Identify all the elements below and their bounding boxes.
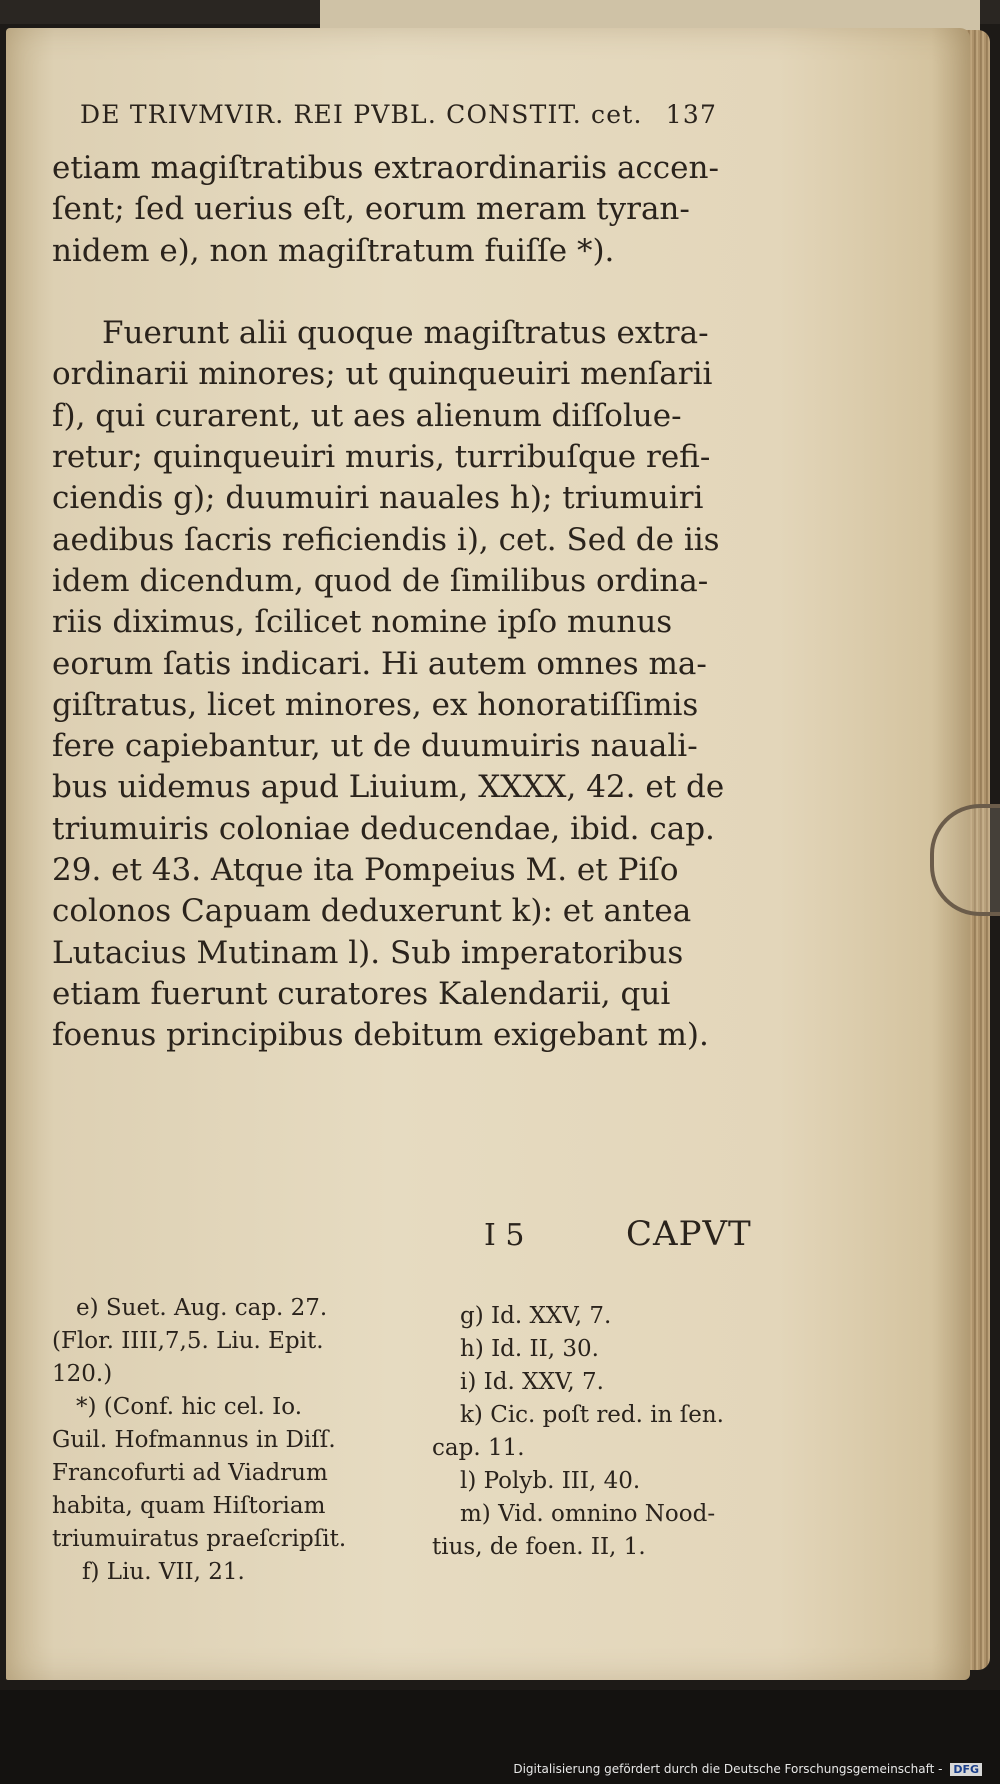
credit-text: Digitalisierung gefördert durch die Deutsche Forschungsgemeinschaft - (513, 1762, 943, 1776)
body-line: giſtratus, licet minores, ex honoratiſſimis (52, 686, 699, 723)
body-line: fere capiebantur, ut de duumuiris nauali- (52, 728, 698, 765)
body-line: Fuerunt alii quoque magiſtratus extra- (102, 315, 709, 352)
body-line: Lutacius Mutinam l). Sub imperatoribus (52, 934, 684, 971)
show-through-margin-text (834, 548, 944, 716)
body-line: colonos Capuam deduxerunt k): et antea (52, 893, 692, 930)
main-body-text (52, 148, 782, 1057)
body-line: ciendis g); duumuiri nauales h); triumuiri (52, 480, 704, 517)
footnote-line: Guil. Hofmannus in Diſſ. (52, 1427, 336, 1453)
footnote-line: m) Vid. omnino Nood- (460, 1501, 716, 1527)
footnote-line: (Flor. IIII,7,5. Liu. Epit. (52, 1328, 324, 1354)
body-line: 29. et 43. Atque ita Pompeius M. et Piſo (52, 852, 679, 889)
body-line: bus uidemus apud Liuium, XXXX, 42. et de (52, 769, 725, 806)
body-line: aedibus ſacris reficiendis i), cet. Sed de iis (52, 521, 720, 558)
footnote-line: Francofurti ad Viadrum (52, 1460, 328, 1486)
footnote-line: 120.) (52, 1361, 113, 1387)
dfg-logo: DFG (950, 1763, 982, 1776)
body-line: foenus principibus debitum exigebant m). (52, 1017, 709, 1054)
body-line: nidem e), non magiſtratum fuiſſe *). (52, 232, 615, 269)
body-line: f), qui curarent, ut aes alienum diſſolue- (52, 397, 682, 434)
footnote-line: f) Liu. VII, 21. (82, 1559, 245, 1585)
footnote-line: tius, de foen. II, 1. (432, 1534, 646, 1560)
footnote-line: h) Id. II, 30. (460, 1336, 599, 1362)
catchword: CAPVT (626, 1214, 752, 1254)
footnote-line: triumuiratus praeſcripſit. (52, 1526, 347, 1552)
footnote-line: habita, quam Hiſtoriam (52, 1493, 326, 1519)
footnote-line: l) Polyb. III, 40. (460, 1468, 641, 1494)
footnote-line: k) Cic. poſt red. in ſen. (460, 1402, 724, 1428)
page-number: 137 (665, 100, 718, 129)
body-line: etiam magiſtratibus extraordinariis accen- (52, 150, 719, 186)
body-line: etiam fuerunt curatores Kalendarii, qui (52, 975, 671, 1012)
digitization-credit (513, 1762, 982, 1776)
body-line: eorum ſatis indicari. Hi autem omnes ma- (52, 645, 707, 682)
body-line: ſent; ſed uerius eſt, eorum meram tyran- (52, 191, 690, 228)
body-line: retur; quinqueuiri muris, turribuſque refi- (52, 439, 711, 476)
paragraph-gap (52, 272, 782, 313)
body-line: riis diximus, ſcilicet nomine ipſo munus (52, 604, 673, 641)
signature-mark: I 5 (484, 1218, 525, 1253)
footnote-line: g) Id. XXV, 7. (460, 1303, 612, 1329)
body-line: ordinarii minores; ut quinqueuiri menſarii (52, 356, 713, 393)
running-header (80, 100, 780, 129)
footnotes-left-column (52, 1292, 402, 1589)
footnote-line: *) (Conf. hic cel. Io. (76, 1394, 303, 1420)
scan-background-bottom (0, 1690, 1000, 1784)
footnotes-right-column (432, 1300, 792, 1564)
running-title: DE TRIVMVIR. REI PVBL. CONSTIT. cet. (80, 100, 643, 129)
body-line: triumuiris coloniae deducendae, ibid. cap. (52, 810, 715, 847)
footnote-line: i) Id. XXV, 7. (460, 1369, 604, 1395)
footnote-line: e) Suet. Aug. cap. 27. (76, 1295, 328, 1321)
footnote-line: cap. 11. (432, 1435, 525, 1461)
body-line: idem dicendum, quod de ſimilibus ordina- (52, 562, 709, 599)
